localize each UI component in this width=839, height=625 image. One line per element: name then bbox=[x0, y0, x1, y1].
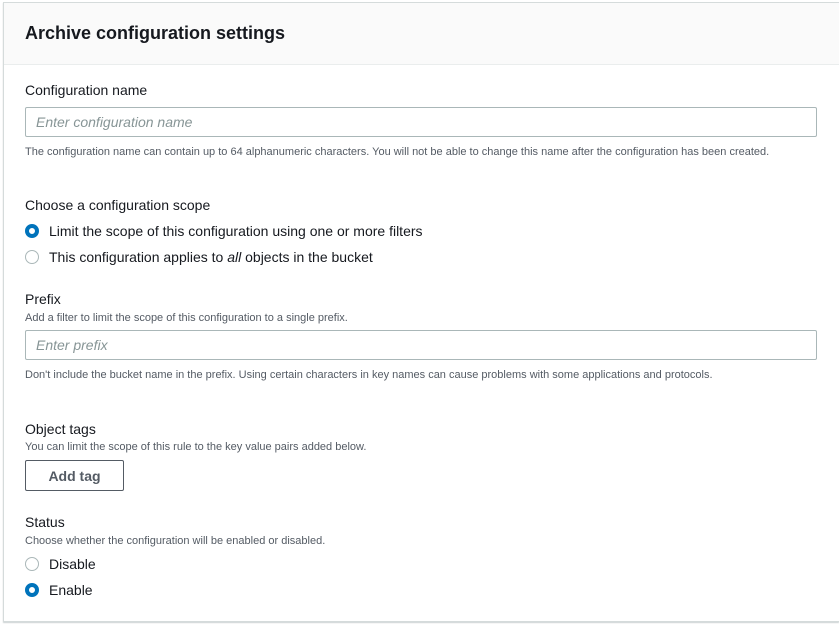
scope-option-filters-label: Limit the scope of this configuration using one or more filters bbox=[49, 223, 423, 239]
scope-option-all-emphasis: all bbox=[227, 249, 242, 265]
scope-option-all-objects[interactable] bbox=[25, 249, 373, 265]
configuration-scope-label: Choose a configuration scope bbox=[25, 197, 211, 213]
prefix-help: Don't include the bucket name in the prefix. Using certain characters in key names can cause problems with some applications and protocols. bbox=[25, 369, 713, 381]
status-option-disable-label: Disable bbox=[49, 556, 96, 572]
object-tags-label: Object tags bbox=[25, 421, 96, 437]
status-description: Choose whether the configuration will be enabled or disabled. bbox=[25, 535, 326, 547]
panel-header bbox=[4, 3, 839, 65]
prefix-input[interactable] bbox=[25, 330, 817, 360]
status-option-disable[interactable] bbox=[25, 556, 96, 572]
configuration-name-label: Configuration name bbox=[25, 82, 148, 98]
scope-option-all-text-before: This configuration applies to bbox=[49, 249, 228, 265]
status-label: Status bbox=[25, 514, 65, 530]
panel-title: Archive configuration settings bbox=[25, 23, 286, 43]
status-option-enable-label: Enable bbox=[49, 582, 93, 598]
configuration-name-input[interactable] bbox=[25, 107, 817, 137]
add-tag-button[interactable]: Add tag bbox=[25, 460, 124, 491]
radio-selected-icon[interactable] bbox=[25, 583, 39, 597]
scope-option-filters[interactable] bbox=[25, 223, 423, 239]
status-option-enable[interactable] bbox=[25, 582, 93, 598]
scope-option-all-text-after: objects in the bucket bbox=[241, 249, 373, 265]
prefix-description: Add a filter to limit the scope of this configuration to a single prefix. bbox=[25, 312, 348, 324]
radio-unselected-icon[interactable] bbox=[25, 557, 39, 571]
radio-selected-icon[interactable] bbox=[25, 224, 39, 238]
prefix-label: Prefix bbox=[25, 291, 61, 307]
configuration-name-help: The configuration name can contain up to 64 alphanumeric characters. You will not be able to change this name after the configuration has been created. bbox=[25, 146, 770, 158]
object-tags-description: You can limit the scope of this rule to the key value pairs added below. bbox=[25, 441, 367, 453]
radio-unselected-icon[interactable] bbox=[25, 250, 39, 264]
scope-option-all-objects-label bbox=[49, 249, 373, 265]
